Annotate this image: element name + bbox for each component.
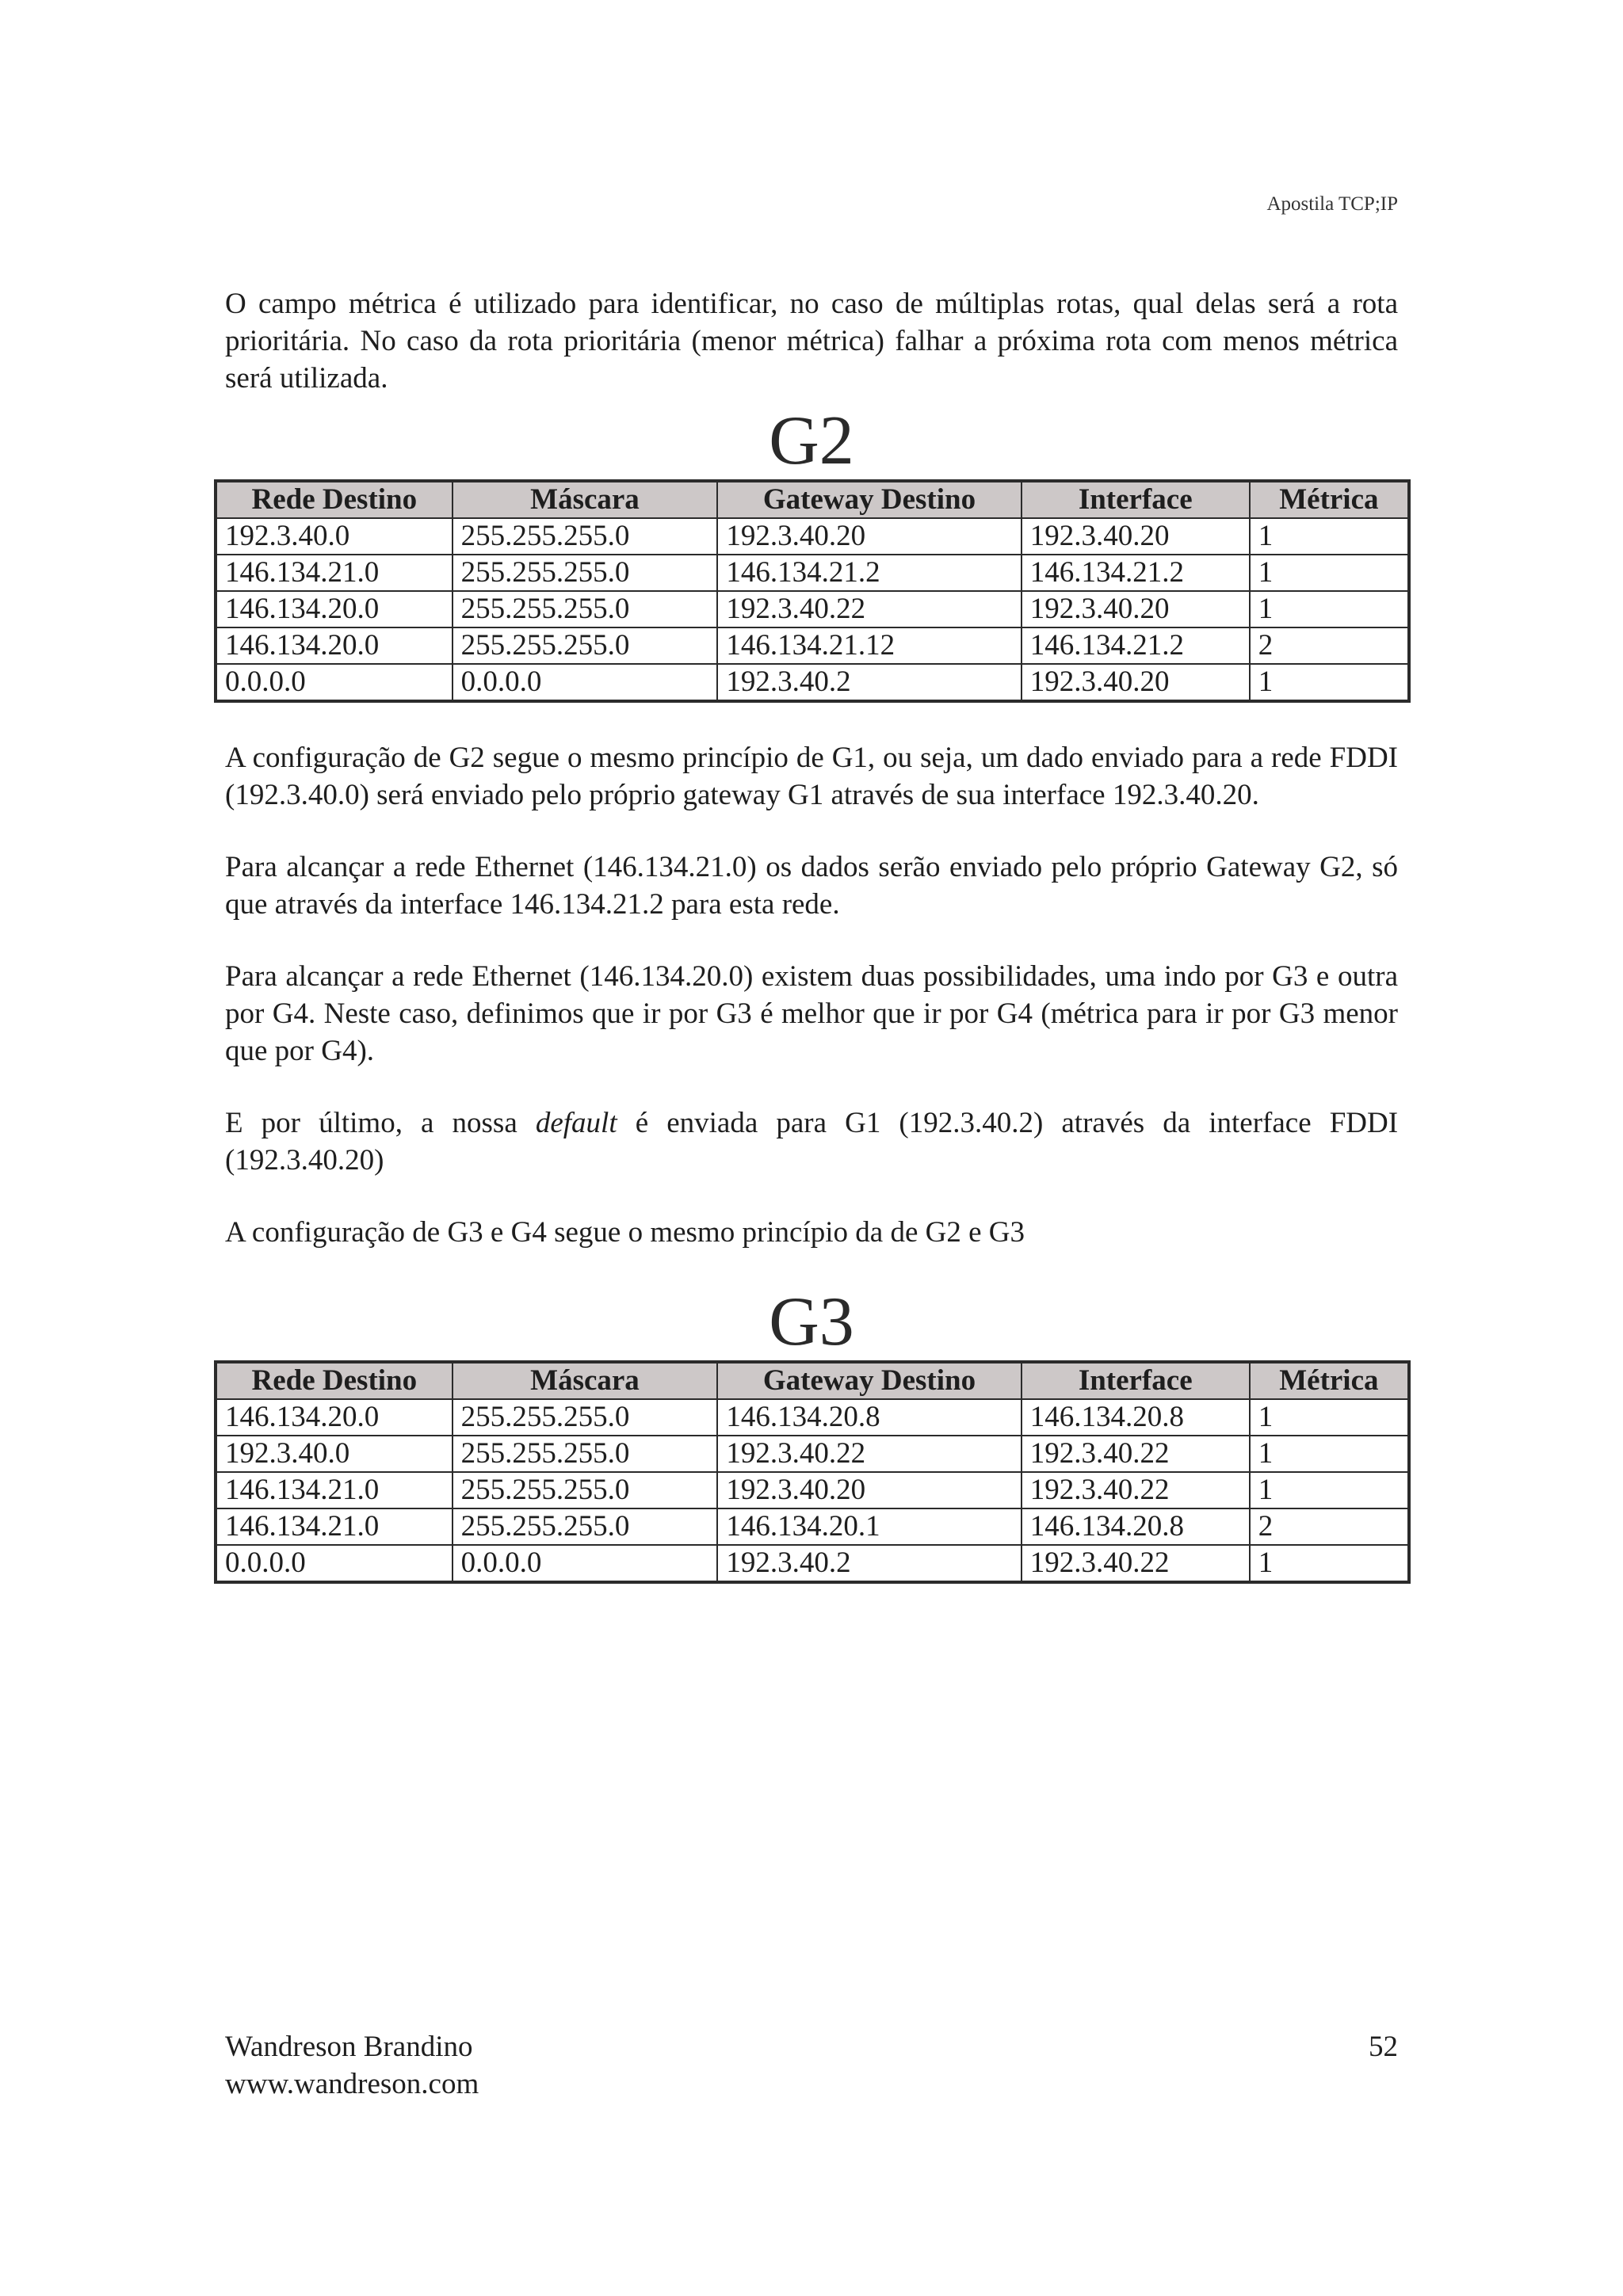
table-cell: 192.3.40.22 <box>1022 1545 1250 1582</box>
paragraph-ethernet-21: Para alcançar a rede Ethernet (146.134.21.0) os dados serão enviado pelo próprio Gateway G2, só que através da interface 146.134.21.2 para esta rede. <box>225 851 1398 921</box>
table-row <box>216 1508 1409 1545</box>
routing-table-g3 <box>214 1360 1411 1584</box>
table-cell: 146.134.20.0 <box>216 1399 453 1436</box>
table-cell: 0.0.0.0 <box>216 664 453 701</box>
column-header: Métrica <box>1250 481 1409 518</box>
table-cell: 192.3.40.20 <box>717 518 1021 555</box>
column-header: Métrica <box>1250 1362 1409 1399</box>
table-cell: 255.255.255.0 <box>453 555 718 591</box>
table-cell: 192.3.40.22 <box>717 591 1021 627</box>
footer-author: Wandreson Brandino <box>225 2031 473 2063</box>
table-cell: 192.3.40.0 <box>216 518 453 555</box>
table-cell: 0.0.0.0 <box>453 664 718 701</box>
table-cell: 2 <box>1250 1508 1409 1545</box>
table-cell: 1 <box>1250 1472 1409 1508</box>
table-cell: 192.3.40.22 <box>1022 1472 1250 1508</box>
table-cell: 255.255.255.0 <box>453 627 718 664</box>
table-cell: 146.134.20.0 <box>216 627 453 664</box>
table-cell: 192.3.40.0 <box>216 1436 453 1472</box>
table-cell: 146.134.21.0 <box>216 1472 453 1508</box>
table-cell: 2 <box>1250 627 1409 664</box>
table-cell: 255.255.255.0 <box>453 1399 718 1436</box>
table-cell: 146.134.21.0 <box>216 555 453 591</box>
column-header: Interface <box>1022 1362 1250 1399</box>
table-cell: 1 <box>1250 1545 1409 1582</box>
table-cell: 255.255.255.0 <box>453 1508 718 1545</box>
table-cell: 146.134.21.2 <box>1022 555 1250 591</box>
table-cell: 255.255.255.0 <box>453 591 718 627</box>
table-cell: 192.3.40.20 <box>1022 664 1250 701</box>
emphasized-term: default <box>535 1107 617 1139</box>
column-header: Gateway Destino <box>717 481 1021 518</box>
table-cell: 146.134.20.1 <box>717 1508 1021 1545</box>
table-cell: 146.134.21.12 <box>717 627 1021 664</box>
paragraph-text: é enviada para G1 (192.3.40.2) através da interface FDDI (192.3.40.20) <box>225 1107 1399 1177</box>
column-header: Máscara <box>453 1362 718 1399</box>
table-cell: 192.3.40.20 <box>717 1472 1021 1508</box>
table-row <box>216 1436 1409 1472</box>
table-cell: 1 <box>1250 1399 1409 1436</box>
intro-paragraph: O campo métrica é utilizado para identificar, no caso de múltiplas rotas, qual delas será a rota prioritária. No caso da rota prioritária (menor métrica) falhar a próxima rota com menos métrica será utilizada. <box>225 288 1398 395</box>
footer-website: www.wandreson.com <box>225 2068 479 2100</box>
table-cell: 0.0.0.0 <box>216 1545 453 1582</box>
table-cell: 1 <box>1250 518 1409 555</box>
table-row <box>216 591 1409 627</box>
paragraph-text: E por último, a nossa <box>225 1107 517 1139</box>
column-header: Rede Destino <box>216 481 453 518</box>
table-cell: 255.255.255.0 <box>453 1472 718 1508</box>
table-cell: 255.255.255.0 <box>453 518 718 555</box>
paragraph-default-route <box>225 1104 1398 1179</box>
column-header: Máscara <box>453 481 718 518</box>
table-title-g3: G3 <box>769 1283 854 1360</box>
table-cell: 192.3.40.22 <box>717 1436 1021 1472</box>
column-header: Interface <box>1022 481 1250 518</box>
table-cell: 255.255.255.0 <box>453 1436 718 1472</box>
page-number: 52 <box>1369 2031 1398 2063</box>
table-row <box>216 664 1409 701</box>
table-header-row <box>216 1362 1409 1399</box>
paragraph-g2-config: A configuração de G2 segue o mesmo princípio de G1, ou seja, um dado enviado para a rede FDDI (192.3.40.0) será enviado pelo próprio gateway G1 através de sua interface 192.3.40.20. <box>225 742 1398 811</box>
table-cell: 146.134.20.8 <box>1022 1399 1250 1436</box>
table-row <box>216 555 1409 591</box>
table-cell: 1 <box>1250 591 1409 627</box>
table-row <box>216 1545 1409 1582</box>
table-cell: 146.134.20.8 <box>717 1399 1021 1436</box>
table-row <box>216 1472 1409 1508</box>
table-cell: 146.134.21.2 <box>717 555 1021 591</box>
table-cell: 146.134.20.0 <box>216 591 453 627</box>
column-header: Gateway Destino <box>717 1362 1021 1399</box>
table-cell: 1 <box>1250 555 1409 591</box>
table-cell: 1 <box>1250 664 1409 701</box>
table-cell: 0.0.0.0 <box>453 1545 718 1582</box>
table-cell: 192.3.40.2 <box>717 664 1021 701</box>
table-cell: 192.3.40.22 <box>1022 1436 1250 1472</box>
table-cell: 1 <box>1250 1436 1409 1472</box>
table-title-g2: G2 <box>769 402 854 479</box>
table-cell: 146.134.21.0 <box>216 1508 453 1545</box>
table-row <box>216 1399 1409 1436</box>
table-cell: 146.134.20.8 <box>1022 1508 1250 1545</box>
column-header: Rede Destino <box>216 1362 453 1399</box>
routing-table-g2 <box>214 479 1411 703</box>
table-header-row <box>216 481 1409 518</box>
table-cell: 192.3.40.20 <box>1022 591 1250 627</box>
footer-author-block <box>225 2028 479 2103</box>
paragraph-ethernet-20: Para alcançar a rede Ethernet (146.134.20.0) existem duas possibilidades, uma indo por G3 e outra por G4. Neste caso, definimos que ir por G3 é melhor que ir por G4 (métrica para ir por G3 menor que por G4). <box>225 960 1398 1067</box>
table-row <box>216 518 1409 555</box>
page-content <box>225 285 1398 1584</box>
paragraph-g3-g4-config: A configuração de G3 e G4 segue o mesmo princípio da de G2 e G3 <box>225 1216 1025 1249</box>
running-header: Apostila TCP;IP <box>1266 193 1398 215</box>
table-cell: 146.134.21.2 <box>1022 627 1250 664</box>
table-cell: 192.3.40.20 <box>1022 518 1250 555</box>
table-cell: 192.3.40.2 <box>717 1545 1021 1582</box>
table-row <box>216 627 1409 664</box>
